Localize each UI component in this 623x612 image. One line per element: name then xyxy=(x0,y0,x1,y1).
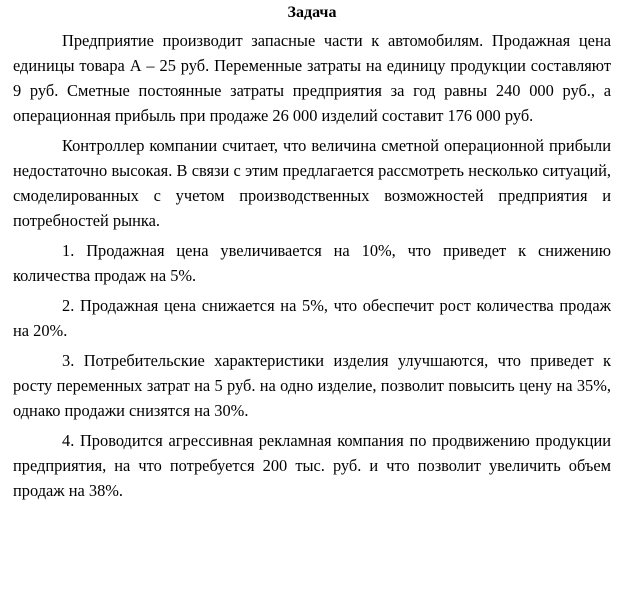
paragraph-case-3: 3. Потребительские характеристики изделия улучшаются, что приведет к росту переменных затрат на 5 руб. на одно изделие, позволит повысить цену на 35%, однако продажи снизятся на 30%. xyxy=(13,351,611,420)
paragraph-case-2: 2. Продажная цена снижается на 5%, что обеспечит рост количества продаж на 20%. xyxy=(13,296,611,340)
paragraph-case-1: 1. Продажная цена увеличивается на 10%, что приведет к снижению количества продаж на 5%. xyxy=(13,241,611,285)
paragraph-intro: Предприятие производит запасные части к автомобилям. Продажная цена единицы товара А – 25 руб. Переменные затраты на единицу продукции составляют 9 руб. Сметные постоянные затраты предприятия за год равны 240 000 руб., а операционная прибыль при продаже 26 000 изделий составит 176 000 руб. xyxy=(13,31,611,125)
document-title: Задача xyxy=(287,4,337,21)
paragraph-case-4: 4. Проводится агрессивная рекламная компания по продвижению продукции предприятия, на что потребуется 200 тыс. руб. и что позволит увеличить объем продаж на 38%. xyxy=(13,431,611,500)
paragraph-controller: Контроллер компании считает, что величина сметной операционной прибыли недостаточно высокая. В связи с этим предлагается рассмотреть несколько ситуаций, смоделированных с учетом производственных возможностей предприятия и потребностей рынка. xyxy=(13,136,611,230)
